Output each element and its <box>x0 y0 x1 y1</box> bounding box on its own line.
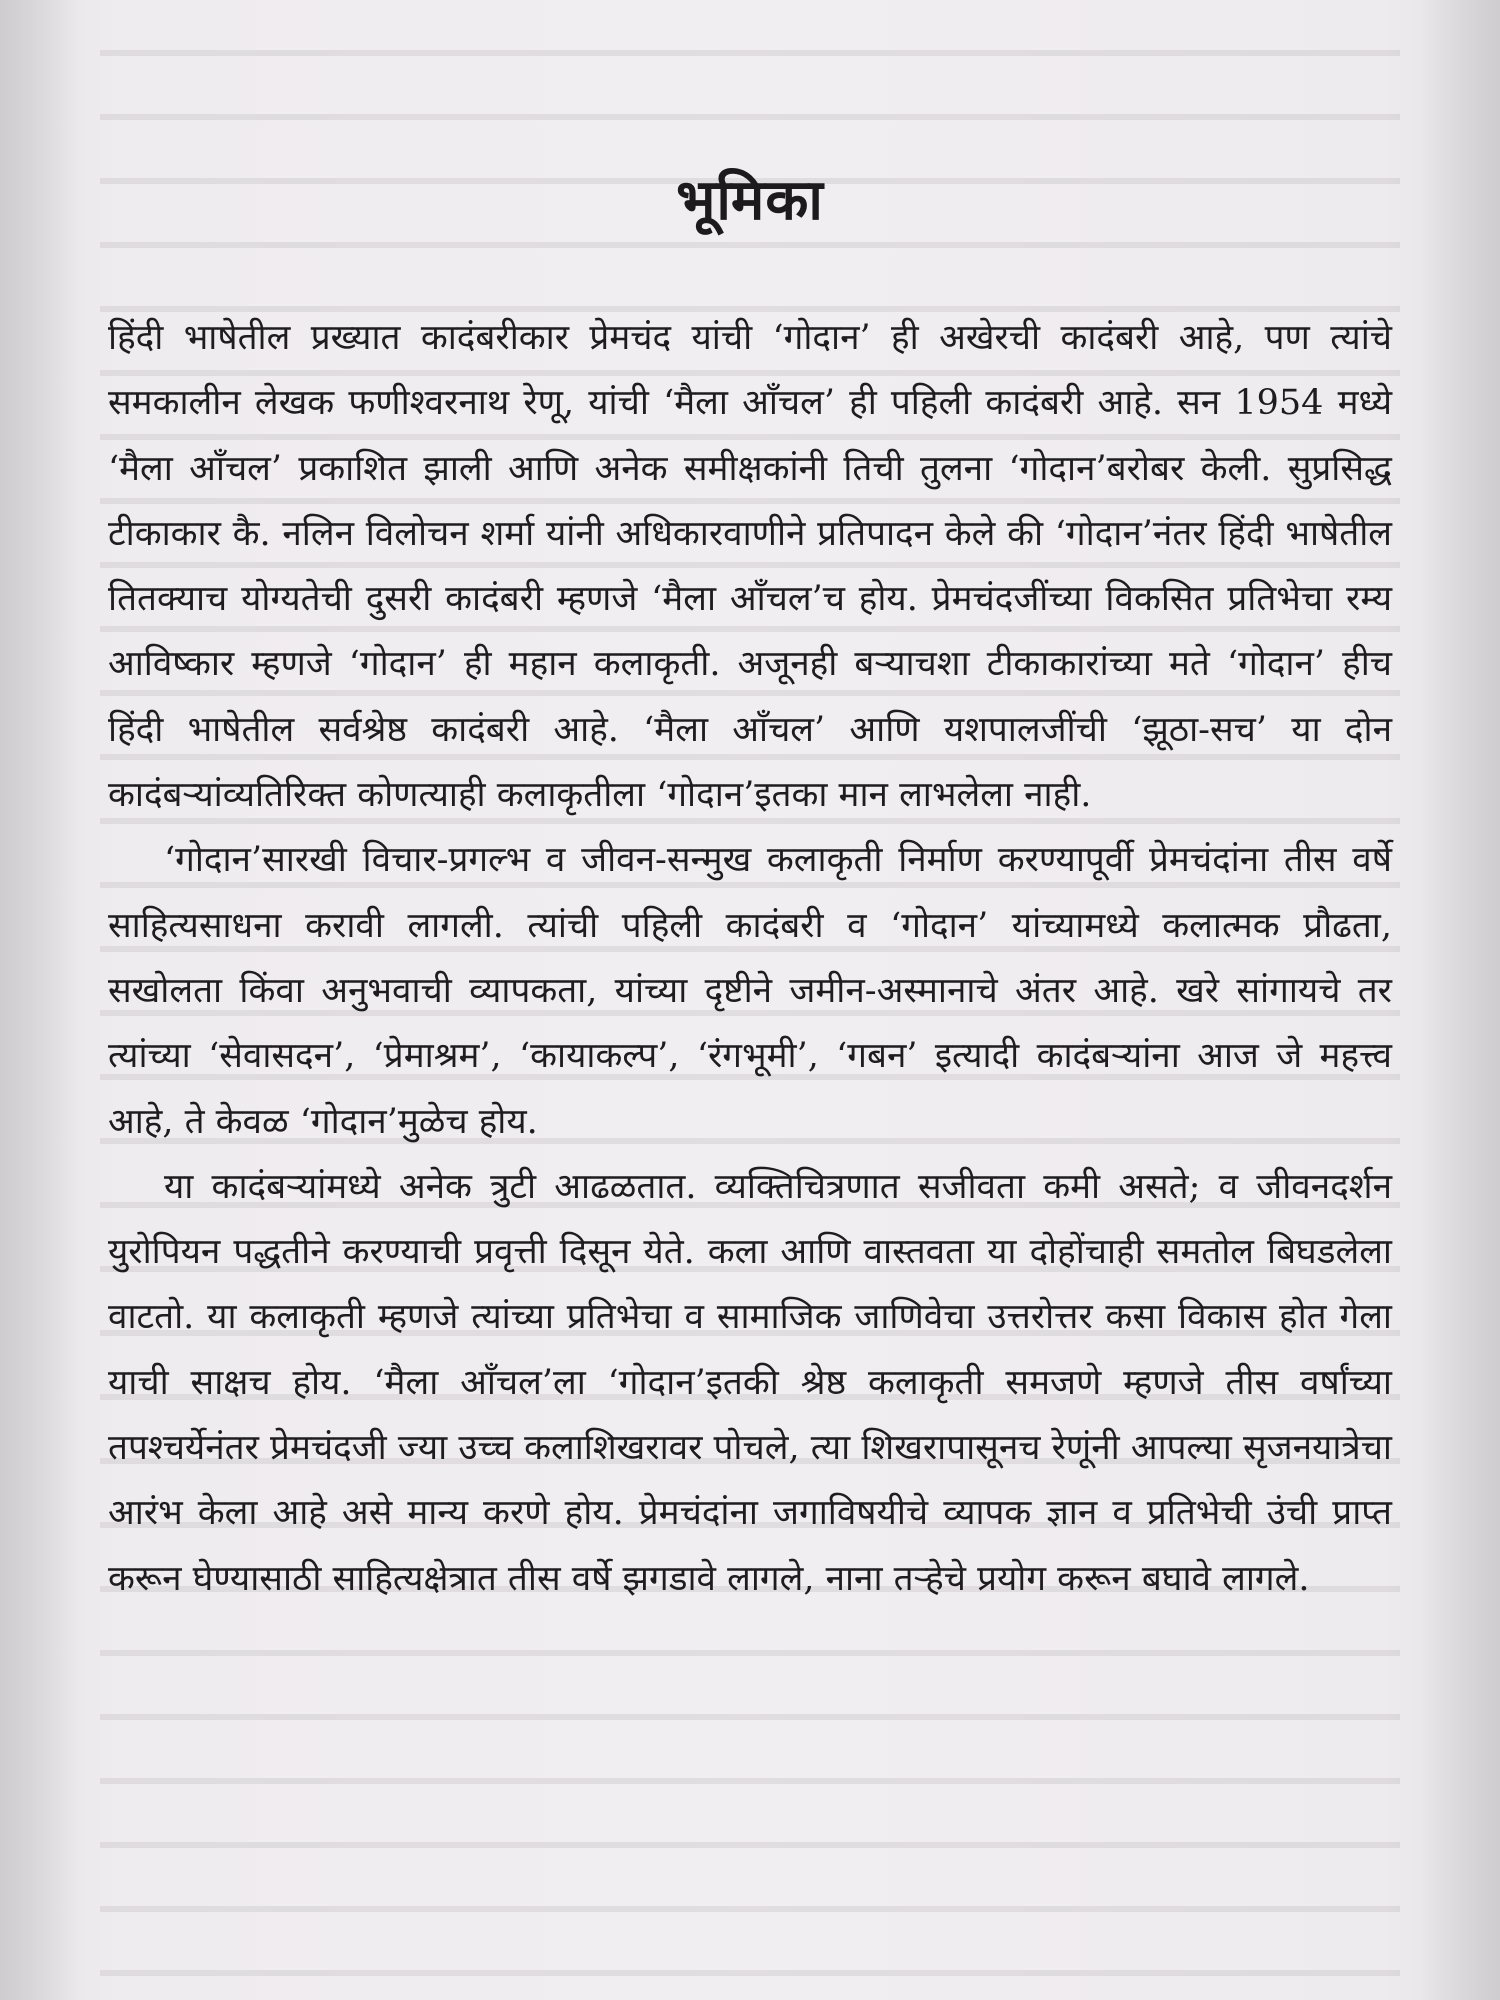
paragraph-1: हिंदी भाषेतील प्रख्यात कादंबरीकार प्रेमचंद यांची ‘गोदान’ ही अखेरची कादंबरी आहे, पण त्यांचे समकालीन लेखक फणीश्वरनाथ रेणू, यांची ‘मैला आँचल’ ही पहिली कादंबरी आहे. सन 1954 मध्ये ‘मैला आँचल’ प्रकाशित झाली आणि अनेक समीक्षकांनी तिची तुलना ‘गोदान’बरोबर केली. सुप्रसिद्ध टीकाकार कै. नलिन विलोचन शर्मा यांनी अधिकारवाणीने प्रतिपादन केले की ‘गोदान’नंतर हिंदी भाषेतील तितक्याच योग्यतेची दुसरी कादंबरी म्हणजे ‘मैला आँचल’च होय. प्रेमचंदजींच्या विकसित प्रतिभेचा रम्य आविष्कार म्हणजे ‘गोदान’ ही महान कलाकृती. अजूनही बऱ्याचशा टीकाकारांच्या मते ‘गोदान’ हीच हिंदी भाषेतील सर्वश्रेष्ठ कादंबरी आहे. ‘मैला आँचल’ आणि यशपालजींची ‘झूठा-सच’ या दोन कादंबऱ्यांव्यतिरिक्त कोणत्याही कलाकृतीला ‘गोदान’इतका मान लाभलेला नाही. <box>108 318 1392 816</box>
body-text <box>108 306 1392 1612</box>
paragraph-2: ‘गोदान’सारखी विचार-प्रगल्भ व जीवन-सन्मुख कलाकृती निर्माण करण्यापूर्वी प्रेमचंदांना तीस वर्षे साहित्यसाधना करावी लागली. त्यांची पहिली कादंबरी व ‘गोदान’ यांच्यामध्ये कलात्मक प्रौढता, सखोलता किंवा अनुभवाची व्यापकता, यांच्या दृष्टीने जमीन-अस्मानाचे अंतर आहे. खरे सांगायचे तर त्यांच्या ‘सेवासदन’, ‘प्रेमाश्रम’, ‘कायाकल्प’, ‘रंगभूमी’, ‘गबन’ इत्यादी कादंबऱ्यांना आज जे महत्त्व आहे, ते केवळ ‘गोदान’मुळेच होय. <box>108 840 1392 1142</box>
paragraph-3: या कादंबऱ्यांमध्ये अनेक त्रुटी आढळतात. व्यक्तिचित्रणात सजीवता कमी असते; व जीवनदर्शन युरोपियन पद्धतीने करण्याची प्रवृत्ती दिसून येते. कला आणि वास्तवता या दोहोंचाही समतोल बिघडलेला वाटतो. या कलाकृती म्हणजे त्यांच्या प्रतिभेचा व सामाजिक जाणिवेचा उत्तरोत्तर कसा विकास होत गेला याची साक्षच होय. ‘मैला आँचल’ला ‘गोदान’इतकी श्रेष्ठ कलाकृती समजणे म्हणजे तीस वर्षांच्या तपश्चर्येनंतर प्रेमचंदजी ज्या उच्च कलाशिखरावर पोचले, त्या शिखरापासूनच रेणूंनी आपल्या सृजनयात्रेचा आरंभ केला आहे असे मान्य करणे होय. प्रेमचंदांना जगाविषयीचे व्यापक ज्ञान व प्रतिभेची उंची प्राप्त करून घेण्यासाठी साहित्यक्षेत्रात तीस वर्षे झगडावे लागले, नाना तऱ्हेचे प्रयोग करून बघावे लागले. <box>108 1166 1392 1599</box>
page-title: भूमिका <box>676 167 824 233</box>
page-left-edge-shadow <box>0 0 80 2000</box>
page-right-edge-shadow <box>1420 0 1500 2000</box>
